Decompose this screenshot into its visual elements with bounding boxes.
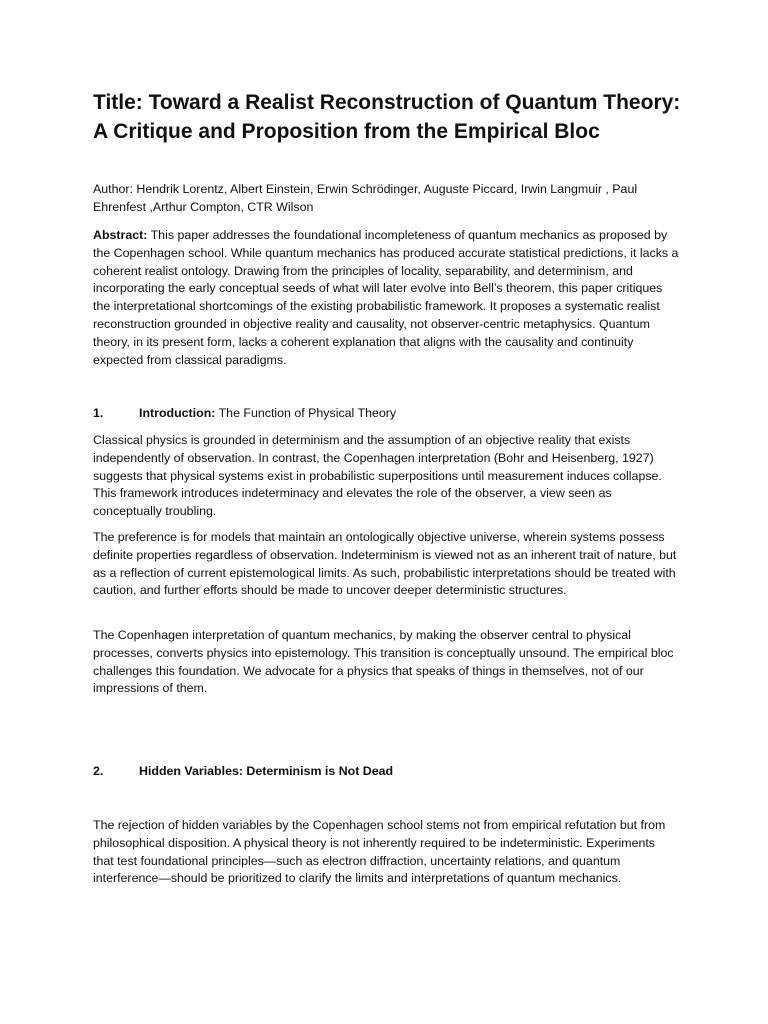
section-2-paragraph-1: The rejection of hidden variables by the Copenhagen school stems not from empirical refutation but from philosophical disposition. A physical theory is not inherently required to be indeterministic. Experiments that test foundational principles—such as electron diffraction, uncertainty relations, and quantum interference—should be prioritized to clarify the limits and interpretations of quantum mechanics. [93,818,666,886]
section-2-heading-text: Hidden Variables: Determinism is Not Dead [139,764,394,778]
abstract-label: Abstract: [93,228,148,242]
abstract-text: This paper addresses the foundational incompleteness of quantum mechanics as proposed by the Copenhagen school. While quantum mechanics has produced accurate statistical predictions, it lacks a coherent realist ontology. Drawing from the principles of locality, separability, and determinism, and incorporating the early conceptual seeds of what will later evolve into Bell’s theorem, this paper critiques the interpretational shortcomings of the existing probabilistic framework. It proposes a systematic realist reconstruction grounded in objective reality and causality, not observer-centric metaphysics. Quantum theory, in its present form, lacks a coherent explanation that aligns with the causality and continuity expected from classical paradigms. [93,228,679,367]
section-1-number: 1. [93,406,104,420]
section-1-paragraph-3: The Copenhagen interpretation of quantum mechanics, by making the observer central to physical processes, converts physics into epistemology. This transition is conceptually unsound. The empirical bloc challenges this foundation. We advocate for a physics that speaks of things in themselves, not of our impressions of them. [93,628,674,696]
document-title: Title: Toward a Realist Reconstruction of Quantum Theory: A Critique and Proposition from the Empirical Bloc [93,91,681,143]
section-1-paragraph-1: Classical physics is grounded in determinism and the assumption of an objective reality that exists independently of observation. In contrast, the Copenhagen interpretation (Bohr and Heisenberg, 1927) suggests that physical systems exist in probabilistic superpositions until measurement induces collapse. This framework introduces indeterminacy and elevates the role of the observer, a view seen as conceptually troubling. [93,433,662,519]
section-2-number: 2. [93,764,104,778]
section-1-heading-bold: Introduction: [139,406,216,420]
author-line: Author: Hendrik Lorentz, Albert Einstein, Erwin Schrödinger, Auguste Piccard, Irwin Langmuir , Paul Ehrenfest ,Arthur Compton, CTR Wilson [93,182,638,214]
section-2-heading [93,762,679,780]
section-1-paragraph-2: The preference is for models that maintain an ontologically objective universe, wherein systems possess definite properties regardless of observation. Indeterminism is viewed not as an inherent trait of nature, but as a reflection of current epistemological limits. As such, probabilistic interpretations should be treated with caution, and further efforts should be made to uncover deeper deterministic structures. [93,530,677,598]
section-1-heading [93,404,679,422]
section-1-heading-rest: The Function of Physical Theory [215,406,397,420]
abstract-paragraph [93,227,679,369]
